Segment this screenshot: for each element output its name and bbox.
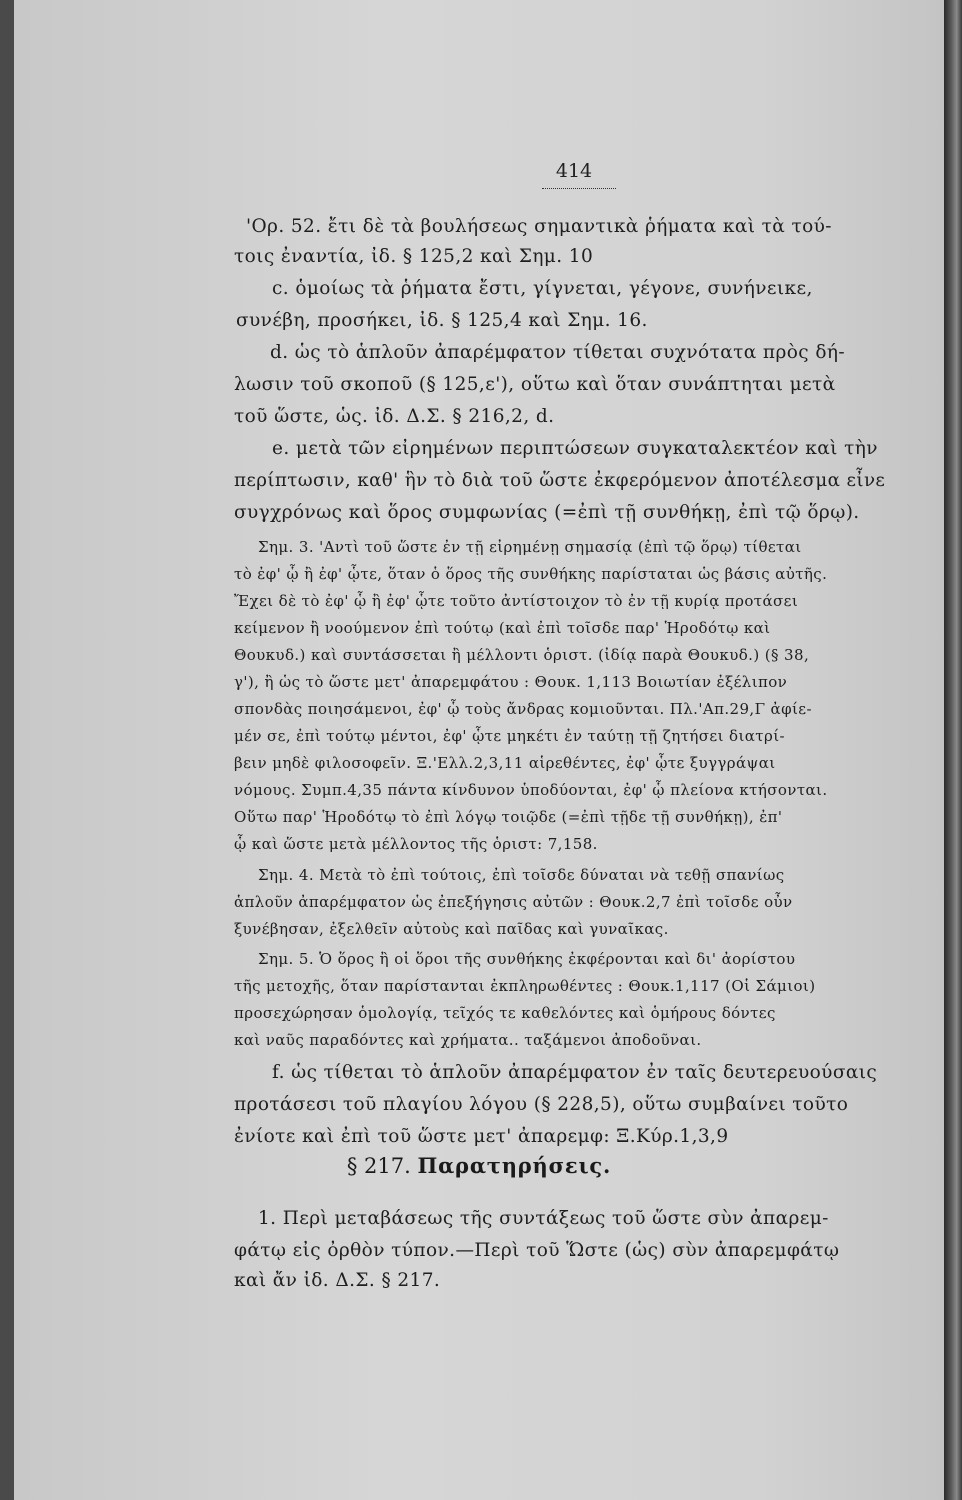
text-line: Ἔχει δὲ τὸ ἐφ' ᾧ ἢ ἐφ' ᾧτε τοῦτο ἀντίστοιχον τὸ ἐν τῇ κυρίᾳ προτάσει: [234, 592, 799, 610]
section-title: Παρατηρήσεις.: [417, 1153, 612, 1178]
text-line: Σημ. 5. Ὁ ὅρος ἢ οἱ ὅροι τῆς συνθήκης ἐκφέρονται καὶ δι' ἀορίστου: [258, 950, 796, 968]
text-line: c. ὁμοίως τὰ ῥήματα ἔστι, γίγνεται, γέγονε, συνήνεικε,: [272, 278, 813, 299]
text-line: Θουκυδ.) καὶ συντάσσεται ἢ μέλλοντι ὁριστ. (ἰδίᾳ παρὰ Θουκυδ.) (§ 38,: [234, 646, 810, 664]
text-line: γ'), ἢ ὡς τὸ ὥστε μετ' ἀπαρεμφάτου : Θουκ. 1,113 Βοιωτίαν ἐξέλιπον: [234, 673, 788, 691]
text-line: 1. Περὶ μεταβάσεως τῆς συντάξεως τοῦ ὥστε σὺν ἀπαρεμ-: [258, 1208, 829, 1229]
text-line: συγχρόνως καὶ ὅρος συμφωνίας (=ἐπὶ τῇ συνθήκῃ, ἐπὶ τῷ ὅρῳ).: [234, 502, 860, 523]
text-line: προτάσεσι τοῦ πλαγίου λόγου (§ 228,5), οὕτω συμβαίνει τοῦτο: [234, 1094, 849, 1115]
text-line: φάτῳ εἰς ὀρθὸν τύπον.—Περὶ τοῦ Ὥστε (ὡς) σὺν ἀπαρεμφάτῳ: [234, 1240, 840, 1261]
text-line: προσεχώρησαν ὁμολογίᾳ, τεῖχός τε καθελόντες καὶ ὁμήρους δόντες: [234, 1004, 776, 1022]
text-line: τοῦ ὥστε, ὡς. ἰδ. Δ.Σ. § 216,2, d.: [234, 406, 555, 427]
text-line: τοις ἐναντία, ἰδ. § 125,2 καὶ Σημ. 10: [234, 246, 594, 267]
text-line: κείμενον ἢ νοούμενον ἐπὶ τούτῳ (καὶ ἐπὶ τοῖσδε παρ' Ἡροδότῳ καὶ: [234, 619, 771, 637]
text-line: 'Ορ. 52. ἔτι δὲ τὰ βουλήσεως σημαντικὰ ῥήματα καὶ τὰ τού-: [246, 216, 832, 237]
text-line: Σημ. 3. 'Αντὶ τοῦ ὥστε ἐν τῇ εἰρημένῃ σημασίᾳ (ἐπὶ τῷ ὅρῳ) τίθεται: [258, 538, 802, 556]
text-line: f. ὡς τίθεται τὸ ἁπλοῦν ἀπαρέμφατον ἐν ταῖς δευτερευούσαις: [272, 1062, 878, 1083]
section-number: § 217.: [346, 1154, 411, 1178]
text-line: ξυνέβησαν, ἐξελθεῖν αὐτοὺς καὶ παῖδας καὶ γυναῖκας.: [234, 920, 669, 938]
text-line: μέν σε, ἐπὶ τούτῳ μέντοι, ἐφ' ᾧτε μηκέτι ἐν ταύτῃ τῇ ζητήσει διατρί-: [234, 727, 785, 745]
text-line: συνέβη, προσήκει, ἰδ. § 125,4 καὶ Σημ. 16.: [236, 310, 648, 331]
section-heading: [14, 1153, 944, 1178]
text-line: βειν μηδὲ φιλοσοφεῖν. Ξ.'Ελλ.2,3,11 αἱρεθέντες, ἐφ' ᾧτε ξυγγράψαι: [234, 754, 776, 772]
text-line: ᾧ καὶ ὥστε μετὰ μέλλοντος τῆς ὁριστ: 7,158.: [234, 835, 598, 853]
page-number: 414: [555, 160, 593, 182]
page-number-rule: [542, 188, 616, 189]
page-edge: [944, 0, 962, 1500]
text-line: ἁπλοῦν ἀπαρέμφατον ὡς ἐπεξήγησις αὐτῶν : Θουκ.2,7 ἐπὶ τοῖσδε οὖν: [234, 893, 793, 911]
book-page: [14, 0, 944, 1500]
text-line: ἐνίοτε καὶ ἐπὶ τοῦ ὥστε μετ' ἀπαρεμφ: Ξ.Κύρ.1,3,9: [234, 1126, 729, 1147]
text-line: d. ὡς τὸ ἁπλοῦν ἀπαρέμφατον τίθεται συχνότατα πρὸς δή-: [270, 342, 846, 363]
text-line: e. μετὰ τῶν εἰρημένων περιπτώσεων συγκαταλεκτέον καὶ τὴν: [272, 438, 878, 459]
text-line: καὶ ναῦς παραδόντες καὶ χρήματα.. ταξάμενοι ἀποδοῦναι.: [234, 1031, 702, 1049]
text-line: καὶ ἄν ἰδ. Δ.Σ. § 217.: [234, 1270, 441, 1291]
text-line: περίπτωσιν, καθ' ἣν τὸ διὰ τοῦ ὥστε ἐκφερόμενον ἀποτέλεσμα εἶνε: [234, 470, 886, 491]
text-line: τῆς μετοχῆς, ὅταν παρίστανται ἐκπληρωθέντες : Θουκ.1,117 (Οἱ Σάμιοι): [234, 977, 816, 995]
text-line: σπονδὰς ποιησάμενοι, ἐφ' ᾧ τοὺς ἄνδρας κομιοῦνται. Πλ.'Απ.29,Γ ἀφίε-: [234, 700, 812, 718]
text-line: τὸ ἐφ' ᾧ ἢ ἐφ' ᾧτε, ὅταν ὁ ὅρος τῆς συνθήκης παρίσταται ὡς βάσις αὐτῆς.: [234, 565, 828, 583]
text-line: Σημ. 4. Μετὰ τὸ ἐπὶ τούτοις, ἐπὶ τοῖσδε δύναται νὰ τεθῇ σπανίως: [258, 866, 785, 884]
text-line: Οὕτω παρ' Ἡροδότῳ τὸ ἐπὶ λόγῳ τοιῷδε (=ἐπὶ τῇδε τῇ συνθήκῃ), ἐπ': [234, 808, 783, 826]
text-line: νόμους. Συμπ.4,35 πάντα κίνδυνον ὑποδύονται, ἐφ' ᾧ πλείονα κτήσονται.: [234, 781, 828, 799]
text-line: λωσιν τοῦ σκοποῦ (§ 125,ε'), οὕτω καὶ ὅταν συνάπτηται μετὰ: [234, 374, 836, 395]
